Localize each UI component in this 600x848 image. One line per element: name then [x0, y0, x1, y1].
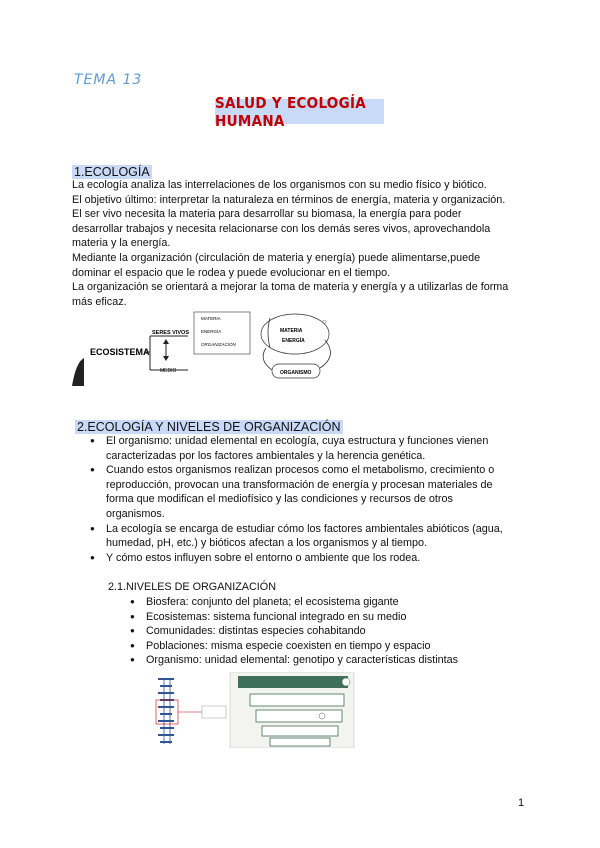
bullet-line: ● Y cómo estos influyen sobre el entorno o ambiente que los rodea.: [106, 551, 421, 564]
bullet-item: [88, 551, 528, 566]
diagram-ecosistema: ECOSISTEMA: [90, 347, 150, 357]
decorative-mark-icon: [72, 358, 84, 386]
bullet-item: [88, 522, 528, 551]
sub-bullet-item: ● Ecosistemas: sistema funcional integrado en su medio: [128, 610, 508, 625]
paragraph-line: Mediante la organización (circulación de materia y energía) puede alimentarse,puede: [72, 251, 481, 264]
paragraph-line: dominar el espacio que le rodea y puede evolucionar en el tiempo.: [72, 266, 391, 279]
bullet-line: ● El organismo: unidad elemental en ecología, cuya estructura y funciones vienen: [106, 435, 489, 447]
page-title: SALUD Y ECOLOGÍA HUMANA: [215, 99, 384, 124]
bullet-line: caracterizadas por los factores ambientales y la herencia genética.: [106, 449, 426, 462]
bullet-line: forma que modifican el mediofísico y las condiciones y recursos de otros: [106, 493, 453, 506]
bullet-item: [88, 434, 528, 463]
bullet-item: [88, 463, 528, 521]
tema-label: TEMA 13: [74, 72, 143, 88]
diagram-cycle-top: MATERIA: [280, 328, 303, 334]
bullet-line: organismos.: [106, 507, 165, 520]
subsection-bullets: [128, 595, 508, 668]
diagram-materia: MATERIA: [201, 316, 221, 321]
section-1-heading-text: 1.ECOLOGÍA: [74, 165, 150, 179]
paragraph-line: más eficaz.: [72, 295, 127, 308]
bullet-line: reproducción, provocan una transformación de energía y procesan materiales de: [106, 478, 493, 491]
section-1-body: [72, 178, 532, 309]
bullet-line: ● La ecología se encarga de estudiar cómo los factores ambientales abióticos (agua,: [106, 522, 503, 535]
diagram-medio: MEDIO: [160, 368, 177, 374]
levels-figure: [150, 672, 356, 748]
svg-text:○: ○: [322, 317, 327, 326]
paragraph-line: La ecología analiza las interrelaciones de los organismos con su medio físico y biótico.: [72, 179, 487, 191]
section-2-heading-text: 2.ECOLOGÍA Y NIVELES DE ORGANIZACIÓN: [77, 420, 341, 434]
bullet-line: humedad, pH, etc.) y bióticos afectan a los organismos y al tiempo.: [106, 537, 428, 550]
diagram-cycle-mid: ENERGÍA: [282, 338, 305, 344]
sub-bullet-item: ● Comunidades: distintas especies cohabitando: [128, 624, 508, 639]
diagram-organizacion: ORGANIZACIÓN: [201, 342, 236, 347]
sub-bullet-item: ● Poblaciones: misma especie coexisten en tiempo y espacio: [128, 639, 508, 654]
diagram-energia: ENERGÍA: [201, 329, 222, 334]
paragraph-line: El ser vivo necesita la materia para desarrollar su biomasa, la energía para poder: [72, 208, 462, 221]
sub-bullet-item: ● Organismo: unidad elemental: genotipo y características distintas: [128, 653, 508, 668]
paragraph-line: El objetivo último: interpretar la naturaleza en términos de energía, materia y organización.: [72, 193, 506, 206]
paragraph-line: desarrollar trabajos y necesita relacionarse con los demás seres vivos, aprovechandola: [72, 222, 491, 235]
diagram-cycle-bottom: ORGANISMO: [280, 370, 312, 376]
paragraph-line: materia y la energía.: [72, 237, 171, 250]
section-2-bullets: [88, 434, 528, 565]
ecosystem-diagram: [70, 308, 360, 390]
diagram-seres-vivos: SERES VIVOS: [152, 330, 189, 336]
sub-bullet-item: ● Biosfera: conjunto del planeta; el ecosistema gigante: [128, 595, 508, 610]
page-number: 1: [518, 797, 525, 809]
bullet-line: ● Cuando estos organismos realizan procesos como el metabolismo, crecimiento o: [106, 464, 495, 477]
subsection-heading: 2.1.NIVELES DE ORGANIZACIÓN: [108, 581, 276, 593]
paragraph-line: La organización se orientará a mejorar la toma de materia y energía y a utilizarlas de forma: [72, 281, 509, 294]
